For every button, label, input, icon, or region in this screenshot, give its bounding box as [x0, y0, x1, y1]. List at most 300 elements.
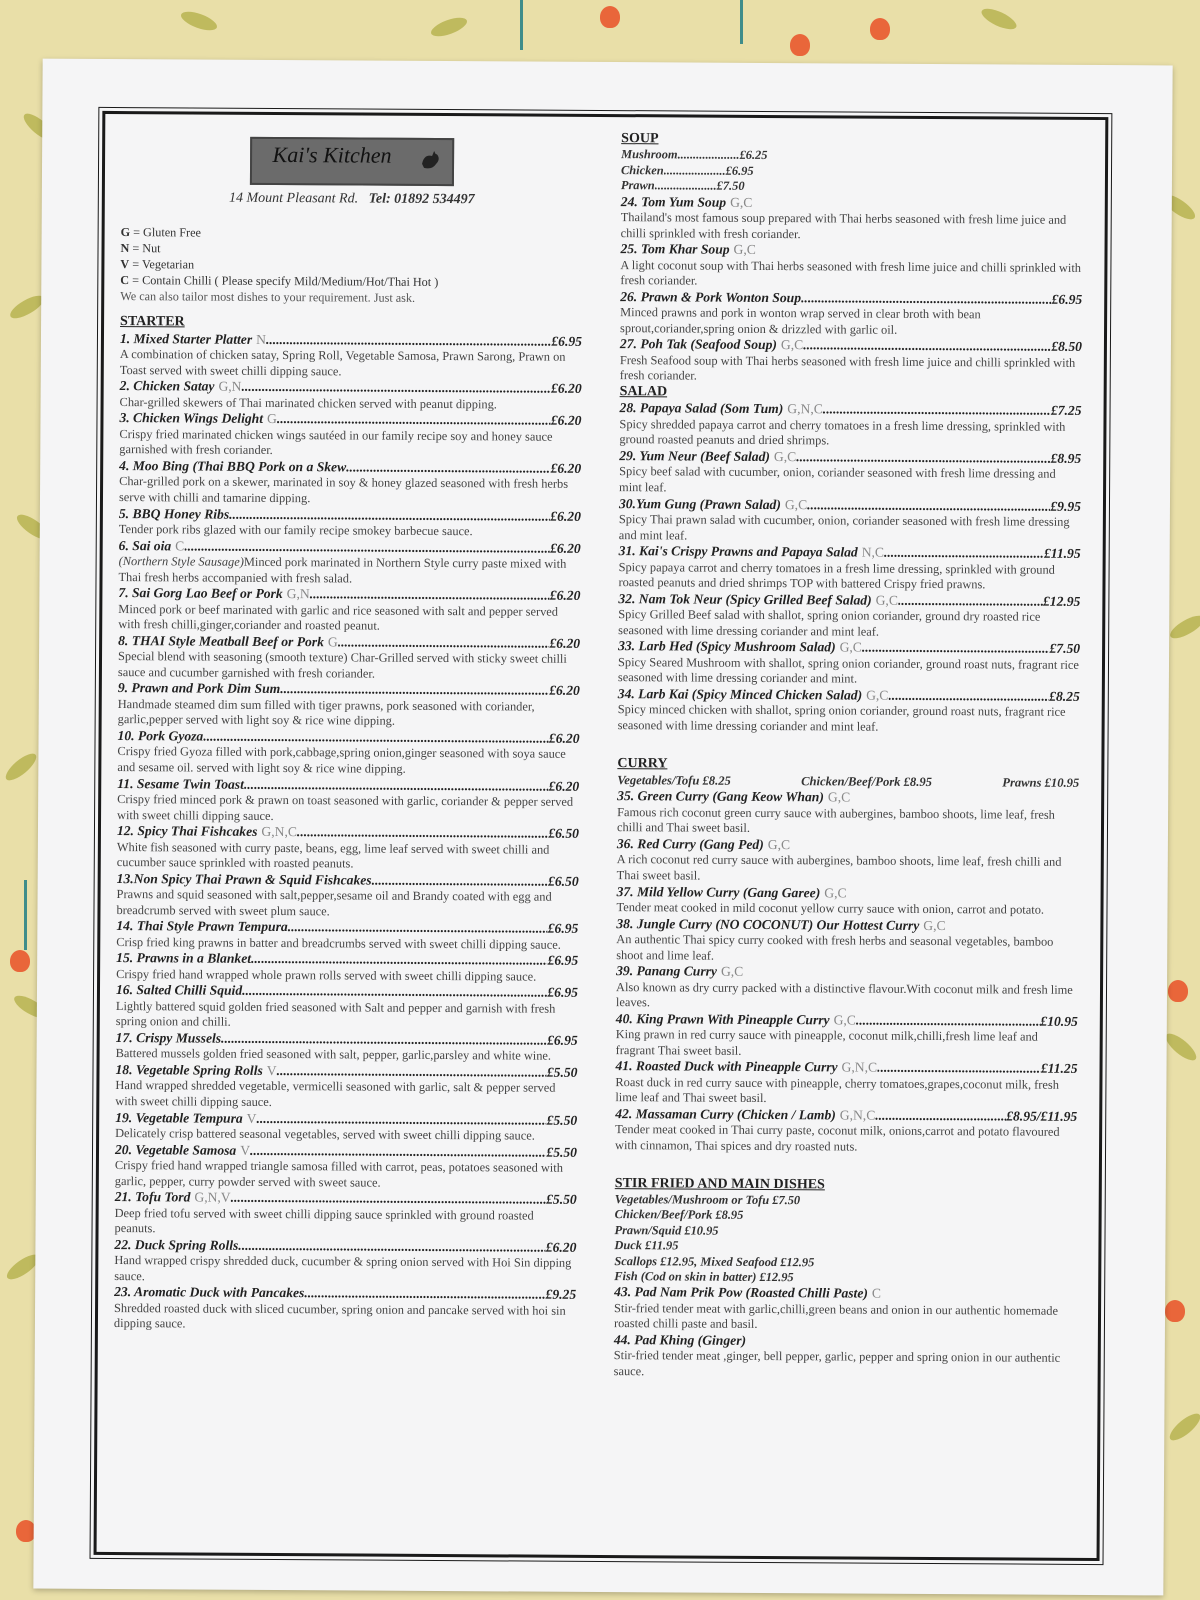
- menu-item: [619, 496, 1081, 546]
- menu-item-price: £9.25: [545, 1286, 577, 1303]
- menu-item-tags: G,C: [733, 242, 756, 258]
- curry-price: Vegetables/Tofu £8.25: [617, 773, 731, 788]
- menu-item: [116, 918, 578, 953]
- menu-item-tags: G,C: [824, 884, 847, 901]
- menu-item: [615, 1106, 1077, 1156]
- menu-item-description-text: King prawn in red curry sauce with pineapple, coconut milk,chilli,fresh lime leaf and fragrant Thai sweet basil.: [615, 1027, 1038, 1058]
- menu-item-price: £6.20: [550, 460, 582, 476]
- menu-item-description: [614, 1348, 1076, 1382]
- menu-item-description: [618, 702, 1080, 736]
- menu-item: [616, 884, 1078, 919]
- menu-item-price: £5.50: [546, 1191, 577, 1207]
- stirfry-price-row: Prawn/Squid £10.95: [614, 1222, 719, 1238]
- menu-item: [617, 788, 1079, 838]
- menu-item-name: 30.Yum Gung (Prawn Salad): [618, 495, 781, 512]
- menu-item-description: [616, 1027, 1078, 1061]
- menu-item: [615, 1058, 1077, 1108]
- menu-item-name: 5. BBQ Honey Ribs: [118, 505, 230, 522]
- leader-dots: [898, 593, 1043, 610]
- menu-item-description-text: Delicately crisp battered seasonal vegetables, served with sweet chilli dipping sauce.: [115, 1125, 535, 1143]
- menu-item-price: £6.20: [549, 683, 580, 699]
- menu-item-description-text: White fish seasoned with curry paste, beans, egg, lime leaf served with sweet chilli and cucumber sauce sprinkled with roasted peanuts.: [116, 839, 550, 871]
- menu-item-description: [114, 1253, 576, 1287]
- menu-item-name: 26. Prawn & Pork Wonton Soup: [620, 288, 802, 306]
- menu-item-price: £6.20: [545, 1239, 577, 1255]
- menu-item: [120, 378, 582, 413]
- menu-item-price: £8.50: [1051, 339, 1082, 355]
- menu-item-name: 11. Sesame Twin Toast: [117, 775, 244, 792]
- leader-dots: [229, 506, 550, 524]
- menu-item-name: 28. Papaya Salad (Som Tum): [619, 400, 784, 417]
- menu-item-tags: V: [246, 1110, 257, 1126]
- menu-item-price: £8.95: [1050, 450, 1082, 466]
- menu-item: [619, 448, 1081, 498]
- leader-dots: [346, 459, 551, 477]
- leader-dots: [288, 919, 548, 937]
- menu-item: [118, 585, 580, 635]
- menu-item-description: [116, 999, 578, 1033]
- menu-item: [116, 982, 578, 1032]
- leader-dots: [266, 332, 552, 350]
- starter-list: [114, 331, 582, 1335]
- menu-item: [617, 836, 1079, 886]
- leader-dots: [801, 290, 1052, 308]
- leader-dots: [304, 1285, 545, 1303]
- menu-item: [618, 686, 1080, 736]
- menu-item-price: £5.50: [546, 1112, 578, 1128]
- menu-item-description-text: Tender meat cooked in Thai curry paste, coconut milk, onions,carrot and potato flavoured with cinnamon, Thai spices and dry roasted nuts.: [615, 1122, 1060, 1154]
- soup-list: [620, 194, 1083, 387]
- menu-item-name: 4. Moo Bing (Thai BBQ Pork on a Skew: [119, 458, 347, 475]
- leader-dots: [221, 1031, 547, 1049]
- leader-dots: [310, 586, 550, 604]
- menu-item-description-text: Spicy shredded papaya carrot and cherry tomatoes in a fresh lime dressing, sprinkled with ground roasted peanuts and dried shrimps.: [619, 416, 1066, 448]
- menu-item-description-text: Roast duck in red curry sauce with pineapple, cherry tomatoes,grapes,coconut milk, fresh lime leaf and Thai sweet basil.: [615, 1074, 1059, 1106]
- restaurant-contact: [121, 190, 583, 209]
- menu-item-description: [620, 353, 1082, 387]
- soup-price-label: Chicken: [620, 162, 664, 178]
- menu-item-tags: G,N,C: [839, 1107, 876, 1123]
- salad-list: [618, 400, 1082, 736]
- stirfry-price-row: Fish (Cod on skin in batter) £12.95: [614, 1269, 794, 1285]
- menu-paper: [33, 59, 1172, 1596]
- menu-item: [619, 400, 1081, 450]
- menu-item-description-text: Battered mussels golden fried seasoned with salt, pepper, garlic,parsley and white wine.: [115, 1046, 552, 1064]
- menu-item-description-text: Spicy Thai prawn salad with cucumber, onion, coriander seasoned with fresh lime dressing and mint leaf.: [618, 512, 1070, 543]
- menu-item-description: [120, 347, 582, 381]
- menu-item-description-text: Thailand's most famous soup prepared with Thai herbs seasoned with fresh lime juice and chilli sprinkled with fresh coriander.: [620, 210, 1067, 241]
- menu-item-price: £6.20: [550, 540, 581, 556]
- menu-item-name: 2. Chicken Satay: [119, 378, 215, 395]
- menu-item-price: £6.20: [549, 635, 581, 651]
- menu-item: [116, 950, 578, 985]
- menu-item: [116, 871, 578, 921]
- menu-item-price: £8.25: [1049, 688, 1080, 704]
- menu-item-description: [118, 554, 580, 588]
- menu-item-name: 20. Vegetable Samosa: [114, 1141, 237, 1158]
- stirfry-price-row: Duck £11.95: [614, 1238, 679, 1253]
- menu-item-name: 44. Pad Khing (Ginger): [613, 1332, 747, 1348]
- menu-item: [115, 1142, 577, 1192]
- menu-item-price: £11.95: [1043, 545, 1081, 562]
- leader-dots: [807, 497, 1050, 515]
- menu-item: [614, 1284, 1076, 1334]
- menu-item-price: £6.20: [548, 778, 580, 794]
- menu-item-description-text: Stir-fried tender meat with garlic,chilli,green beans and onion in our authentic homemade roasted chilli paste and basil.: [613, 1300, 1059, 1332]
- menu-item-description-text: Crisp fried king prawns in batter and breadcrumbs served with sweet chilli dipping sauce.: [116, 934, 561, 952]
- stirfry-price-row: Vegetables/Mushroom or Tofu £7.50: [614, 1192, 801, 1208]
- menu-item-description: [619, 417, 1081, 451]
- menu-item-price: £10.95: [1040, 1013, 1078, 1029]
- menu-item-price: £7.50: [1049, 641, 1081, 657]
- leader-dots: [256, 1110, 546, 1128]
- menu-item-tags: G,C: [866, 687, 889, 703]
- menu-item-description: [620, 258, 1082, 292]
- menu-item-name: 18. Vegetable Spring Rolls: [115, 1061, 263, 1078]
- menu-item-name: 39. Panang Curry: [616, 963, 718, 979]
- menu-item-description-text: Spicy Seared Mushroom with shallot, spring onion coriander, ground roast nuts, fragrant rice seasoned with lime dressing coriander and mint.: [617, 654, 1080, 686]
- menu-item-name: 37. Mild Yellow Curry (Gang Garee): [616, 883, 821, 900]
- leader-dots: [338, 634, 550, 652]
- menu-item-name: 1. Mixed Starter Platter: [119, 330, 253, 347]
- menu-item-description-text: Crispy fried Gyoza filled with pork,cabbage,spring onion,ginger seasoned with soya sauce and sesame oil. served with light soy & rice wine dipping.: [117, 744, 566, 776]
- menu-item-name: 14. Thai Style Prawn Tempura: [116, 918, 288, 935]
- menu-item-description-text: Prawns and squid seasoned with salt,pepper,sesame oil and Brandy coated with egg and breadcrumb served with sweet plum sauce.: [116, 887, 552, 919]
- leader-dots: [277, 411, 551, 429]
- menu-item: [115, 1062, 577, 1112]
- menu-item-name: 15. Prawns in a Blanket: [116, 950, 252, 967]
- menu-item-description-text: Crispy fried minced pork & prawn on toast seasoned with garlic, coriander & pepper served with sweet chilli dipping sauce.: [117, 792, 574, 823]
- menu-item-name: 23. Aromatic Duck with Pancakes: [114, 1284, 305, 1301]
- menu-item: [119, 506, 581, 541]
- menu-item-description: [617, 805, 1079, 839]
- menu-item-description: [621, 210, 1083, 244]
- menu-item-price: £6.95: [547, 985, 579, 1001]
- menu-item-description-text: Minced pork marinated in Northern Style curry paste mixed with Thai fresh herbs accompanied with fresh salad.: [118, 554, 567, 586]
- leader-dots: [664, 163, 726, 179]
- menu-item-name: 12. Spicy Thai Fishcakes: [116, 823, 258, 840]
- menu-item-tags: G,C: [780, 337, 804, 353]
- soup-price: £6.25: [739, 148, 768, 163]
- restaurant-logo: [250, 137, 454, 186]
- leader-dots: [244, 776, 549, 794]
- menu-item-description-text: Crispy fried hand wrapped triangle samosa filled with carrot, peas, potatoes seasoned with garlic, pepper, curry powder served with sweet sauce.: [114, 1157, 563, 1190]
- menu-item-tags: G,C: [730, 194, 753, 210]
- dietary-legend: [120, 224, 582, 307]
- menu-item-name: 3. Chicken Wings Delight: [119, 410, 264, 427]
- leader-dots: [238, 1237, 546, 1255]
- menu-item-tags: G,N,C: [261, 824, 297, 840]
- soup-price-label: Prawn: [620, 178, 655, 193]
- leader-dots: [297, 824, 549, 842]
- stirfry-price-row: Scallops £12.95, Mixed Seafood £12.95: [614, 1253, 815, 1269]
- menu-item-description-text: Tender pork ribs glazed with our family recipe smokey barbecue sauce.: [118, 522, 473, 539]
- menu-item: [117, 728, 579, 778]
- menu-item-tags: G,C: [773, 449, 797, 465]
- menu-item-tags: G,N: [218, 379, 242, 395]
- leader-dots: [231, 1190, 547, 1208]
- restaurant-tel: Tel: 01892 534497: [368, 191, 475, 208]
- menu-item-description-text: Char-grilled skewers of Thai marinated chicken served with peanut dipping.: [119, 394, 497, 412]
- menu-item-description: [117, 792, 579, 826]
- menu-item-description: [114, 1301, 576, 1335]
- soup-price-label: Mushroom: [621, 147, 678, 162]
- menu-item-description-text: Spicy minced chicken with shallot, spring onion coriander, ground roast nuts, fragrant rice seasoned with lime dressing coriander and mint leaf.: [617, 702, 1066, 734]
- menu-item-description-text: Spicy papaya carrot and cherry tomatoes in a fresh lime dressing, sprinkled with ground roasted peanuts and dried shrimps TOP with battered Crispy fried prawns.: [618, 559, 1055, 592]
- section-title-salad: SALAD: [619, 384, 668, 400]
- menu-item: [114, 1237, 576, 1287]
- menu-item-name: 13.Non Spicy Thai Prawn & Squid Fishcakes: [116, 870, 372, 888]
- menu-item-tags: G,C: [875, 592, 898, 608]
- restaurant-address: 14 Mount Pleasant Rd.: [228, 190, 359, 207]
- menu-item-tags: N: [256, 331, 267, 347]
- menu-item-name: 34. Larb Kai (Spicy Minced Chicken Salad): [617, 686, 863, 703]
- stirfry-price-row: Chicken/Beef/Pork £8.95: [614, 1207, 744, 1223]
- menu-item-description: [119, 474, 581, 508]
- menu-item-tags: G,N,C: [841, 1059, 878, 1076]
- menu-item-description-text: Lightly battered squid golden fried seasoned with Salt and pepper and garnish with fresh spring onion and chilli.: [115, 998, 556, 1030]
- leader-dots: [875, 1108, 1006, 1125]
- menu-item-name: 36. Red Curry (Gang Ped): [616, 836, 764, 852]
- menu-item-description-text: Handmade steamed dim sum filled with tiger prawns, pork seasoned with coriander, garlic,pepper served with light soy & rice wine dipping.: [117, 696, 535, 729]
- menu-item-tags: N,C: [861, 544, 885, 560]
- menu-item: [119, 458, 581, 508]
- menu-item: [618, 638, 1080, 688]
- menu-item: [120, 331, 582, 381]
- legend-text: = Gluten Free: [130, 225, 201, 240]
- stirfry-prices: [614, 1192, 1077, 1287]
- menu-item-tags: C: [175, 537, 185, 554]
- menu-item-description: [118, 697, 580, 731]
- menu-item-description: [118, 602, 580, 636]
- section-title-soup: SOUP: [621, 131, 659, 147]
- menu-item-price: £6.50: [548, 873, 579, 889]
- menu-item-name: 7. Sai Gorg Lao Beef or Pork: [118, 585, 283, 602]
- menu-item-price: £6.95: [547, 953, 579, 969]
- menu-item-tags: G,C: [833, 1012, 856, 1028]
- leader-dots: [823, 402, 1051, 420]
- legend-key: C: [120, 273, 130, 288]
- menu-item-name: 41. Roasted Duck with Pineapple Curry: [615, 1058, 838, 1075]
- menu-item-description-text: Stir-fried tender meat ,ginger, bell pepper, garlic, pepper and spring onion in our authentic sauce.: [613, 1348, 1061, 1379]
- menu-item: [114, 1189, 576, 1239]
- menu-item-name: 42. Massaman Curry (Chicken / Lamb): [615, 1106, 836, 1123]
- menu-item-description: [618, 560, 1080, 594]
- menu-item-name: 43. Pad Nam Prik Pow (Roasted Chilli Paste): [614, 1284, 868, 1302]
- menu-item: [115, 1110, 577, 1145]
- menu-item-description: [619, 464, 1081, 498]
- menu-item-name: 31. Kai's Crispy Prawns and Papaya Salad: [618, 543, 858, 560]
- menu-item-description: [615, 1075, 1077, 1109]
- legend-text: = Vegetarian: [129, 257, 195, 272]
- section-title-stirfry: STIR FRIED AND MAIN DISHES: [614, 1175, 825, 1192]
- menu-item: [618, 591, 1080, 641]
- menu-item-description: [119, 427, 581, 461]
- menu-item-subtitle: (Northern Style Sausage): [118, 554, 244, 569]
- left-column: [114, 128, 583, 1335]
- leader-dots: [655, 179, 717, 195]
- menu-frame: [94, 111, 1109, 1561]
- menu-item-tags: G,C: [720, 963, 744, 980]
- menu-item-description-text: Shredded roasted duck with sliced cucumber, spring onion and pancake served with hoi sin dipping sauce.: [113, 1300, 566, 1331]
- menu-item-name: 17. Crispy Mussels: [115, 1029, 222, 1046]
- menu-item-description-text: Char-grilled pork on a skewer, marinated in soy & honey glazed seasoned with fresh herbs serve with chilli and tamarine dipping.: [118, 474, 569, 506]
- leader-dots: [251, 951, 548, 969]
- menu-item-name: 29. Yum Neur (Beef Salad): [619, 448, 770, 465]
- section-title-curry: CURRY: [617, 755, 668, 771]
- menu-item-price: £8.95/£11.95: [1006, 1108, 1078, 1124]
- menu-item-description-text: An authentic Thai spicy curry cooked with fresh herbs and seasonal vegetables, bamboo shoot and lime leaf.: [616, 932, 1054, 963]
- menu-item-description-text: Fresh Seafood soup with Thai herbs seasoned with fresh lime juice and chilli sprinkled with fresh coriander.: [619, 352, 1076, 383]
- restaurant-name: Kai's Kitchen: [272, 141, 392, 168]
- legend-text: = Nut: [129, 241, 161, 256]
- menu-item: [116, 1030, 578, 1065]
- menu-item-price: £6.50: [548, 825, 580, 842]
- menu-item-name: 40. King Prawn With Pineapple Curry: [615, 1010, 830, 1028]
- menu-item-name: 21. Tofu Tord: [114, 1189, 191, 1205]
- menu-item: [117, 823, 579, 873]
- leader-dots: [242, 983, 547, 1001]
- menu-item-tags: G: [327, 634, 338, 650]
- menu-item-description-text: Hand wrapped crispy shredded duck, cucumber & spring onion served with Hoi Sin dipping sauce.: [114, 1253, 572, 1283]
- menu-item-price: £6.20: [551, 381, 582, 397]
- menu-item-description-text: Minced prawns and pork in wonton wrap served in clear broth with bean sprout,coriander,spring onion & drizzled with garlic oil.: [620, 305, 981, 337]
- menu-item-tags: G,C: [923, 917, 946, 933]
- menu-item-name: 22. Duck Spring Rolls: [114, 1236, 239, 1253]
- menu-item-tags: V: [240, 1142, 251, 1158]
- menu-item: [620, 241, 1082, 291]
- leader-dots: [241, 379, 551, 397]
- menu-item: [614, 1332, 1076, 1382]
- soup-price: £6.95: [725, 163, 754, 178]
- leader-dots: [277, 1063, 547, 1081]
- menu-item-description-text: Spicy beef salad with cucumber, onion, coriander seasoned with fresh lime dressing and mint leaf.: [619, 464, 1056, 495]
- menu-item-description-text: Hand wrapped shredded vegetable, vermicelli seasoned with garlic, salt & pepper served with sweet chilli dipping sauce.: [115, 1078, 556, 1109]
- curry-list: [615, 788, 1079, 1156]
- menu-item-name: 16. Salted Chilli Squid: [115, 982, 243, 999]
- menu-item-name: 27. Poh Tak (Seafood Soup): [619, 336, 777, 353]
- menu-item: [118, 538, 580, 588]
- menu-item: [114, 1284, 576, 1334]
- section-title-starter: STARTER: [120, 314, 185, 330]
- menu-item: [618, 543, 1080, 593]
- menu-item-name: 24. Tom Yum Soup: [620, 193, 727, 210]
- menu-item-tags: G,N,C: [787, 401, 823, 417]
- leader-dots: [796, 449, 1051, 467]
- legend-key: N: [120, 241, 130, 256]
- menu-item-description: [116, 887, 578, 921]
- menu-item: [119, 410, 581, 460]
- menu-item-description-text: Tender meat cooked in mild coconut yellow curry sauce with onion, carrot and potato.: [616, 900, 1045, 917]
- legend-key: G: [120, 225, 131, 240]
- menu-item-price: £6.95: [551, 333, 583, 349]
- leader-dots: [862, 640, 1050, 658]
- menu-item-name: 6. Sai oia: [118, 537, 172, 553]
- stirfry-list: [614, 1284, 1077, 1382]
- rooster-icon: [418, 150, 442, 172]
- legend-text: = Contain Chilli ( Please specify Mild/Medium/Hot/Thai Hot ): [129, 273, 439, 290]
- menu-item-description: [616, 980, 1078, 1014]
- menu-item-description-text: Minced pork or beef marinated with garlic and rice seasoned with salt and pepper served with fresh chilli,ginger,coriander and roasted peanut.: [118, 601, 559, 633]
- menu-item-price: £6.20: [550, 508, 581, 524]
- menu-item: [616, 963, 1078, 1013]
- menu-item: [616, 916, 1078, 966]
- menu-item-tags: G,C: [827, 789, 851, 805]
- menu-item: [117, 776, 579, 826]
- menu-item-description: [614, 1301, 1076, 1335]
- menu-item-description-text: Spicy Grilled Beef salad with shallot, spring onion coriander, ground dry roasted rice seasoned with lime dressing coriander and mint leaf.: [618, 607, 1041, 639]
- menu-item-description-text: Deep fried tofu served with sweet chilli dipping sauce sprinkled with ground roasted peanuts.: [114, 1205, 534, 1236]
- menu-item-price: £6.95: [1051, 291, 1083, 307]
- menu-item-description: [618, 607, 1080, 641]
- menu-item-description-text: Also known as dry curry packed with a distinctive flavour.With coconut milk and fresh lime leaves.: [615, 979, 1073, 1010]
- soup-prices: [621, 148, 1083, 197]
- curry-price: Chicken/Beef/Pork £8.95: [801, 774, 933, 789]
- menu-item-description: [115, 1078, 577, 1112]
- menu-item-price: £7.25: [1050, 403, 1082, 419]
- menu-item-price: £9.95: [1050, 498, 1082, 514]
- menu-item-tags: V: [266, 1062, 277, 1078]
- menu-item-description: [114, 1206, 576, 1240]
- leader-dots: [884, 545, 1044, 562]
- legend-row: [121, 224, 583, 243]
- menu-item: [620, 337, 1082, 387]
- menu-item-description-text: A light coconut soup with Thai herbs seasoned with fresh lime juice and chilli sprinkled with fresh coriander.: [620, 257, 1082, 288]
- menu-item-description: [117, 840, 579, 874]
- menu-item-description: [619, 512, 1081, 546]
- menu-item-tags: G,C: [839, 639, 862, 655]
- right-column: [614, 131, 1084, 1382]
- menu-item-price: £5.50: [546, 1064, 578, 1080]
- leader-dots: [280, 681, 549, 699]
- menu-item-price: £12.95: [1042, 593, 1081, 609]
- menu-item-description-text: Crispy fried hand wrapped whole prawn rolls served with sweet chilli dipping sauce.: [116, 966, 537, 984]
- menu-item-description-text: Crispy fried marinated chicken wings sautéed in our family recipe soy and honey sauce garnished with fresh coriander.: [119, 426, 553, 458]
- menu-item: [621, 194, 1083, 244]
- menu-item-description: [617, 852, 1079, 886]
- menu-item-description-text: A rich coconut red curry sauce with aubergines, bamboo shoots, lime leaf, fresh chilli and Thai sweet basil.: [616, 852, 1062, 883]
- menu-item-tags: C: [871, 1286, 882, 1302]
- leader-dots: [803, 338, 1051, 356]
- menu-item-name: 32. Nam Tok Neur (Spicy Grilled Beef Salad): [618, 590, 872, 608]
- menu-item-name: 33. Larb Hed (Spicy Mushroom Salad): [618, 638, 836, 655]
- menu-item-tags: G: [266, 411, 277, 427]
- menu-item-description: [115, 1158, 577, 1192]
- leader-dots: [250, 1142, 546, 1160]
- menu-item-name: 38. Jungle Curry (NO COCONUT) Our Hottest Curry: [616, 915, 920, 933]
- menu-item-description-text: Special blend with seasoning (smooth texture) Char-Grilled served with sticky sweet chilli sauce and cucumber garnished with fresh coriander.: [117, 649, 567, 681]
- menu-item-description-text: Famous rich coconut green curry sauce with aubergines, bamboo shoots, lime leaf, fresh chilli and Thai sweet basil.: [616, 804, 1055, 836]
- menu-item-description: [117, 744, 579, 778]
- legend-key: V: [120, 257, 130, 272]
- menu-item: [118, 633, 580, 683]
- menu-item-price: £6.20: [548, 730, 580, 746]
- menu-item: [616, 1011, 1078, 1061]
- leader-dots: [372, 872, 549, 889]
- menu-item-name: 35. Green Curry (Gang Keow Whan): [617, 788, 824, 805]
- menu-item-name: 10. Pork Gyoza: [117, 728, 204, 744]
- menu-item-description: [618, 655, 1080, 689]
- menu-item-name: 8. THAI Style Meatball Beef or Pork: [118, 632, 324, 650]
- menu-item-description: [620, 305, 1082, 339]
- menu-item-description: [616, 932, 1078, 966]
- menu-item-price: £6.20: [549, 587, 581, 604]
- leader-dots: [888, 688, 1049, 705]
- leader-dots: [856, 1012, 1041, 1030]
- menu-item-tags: G,N,V: [194, 1189, 231, 1205]
- leader-dots: [877, 1060, 1041, 1077]
- menu-item-description: [615, 1122, 1077, 1156]
